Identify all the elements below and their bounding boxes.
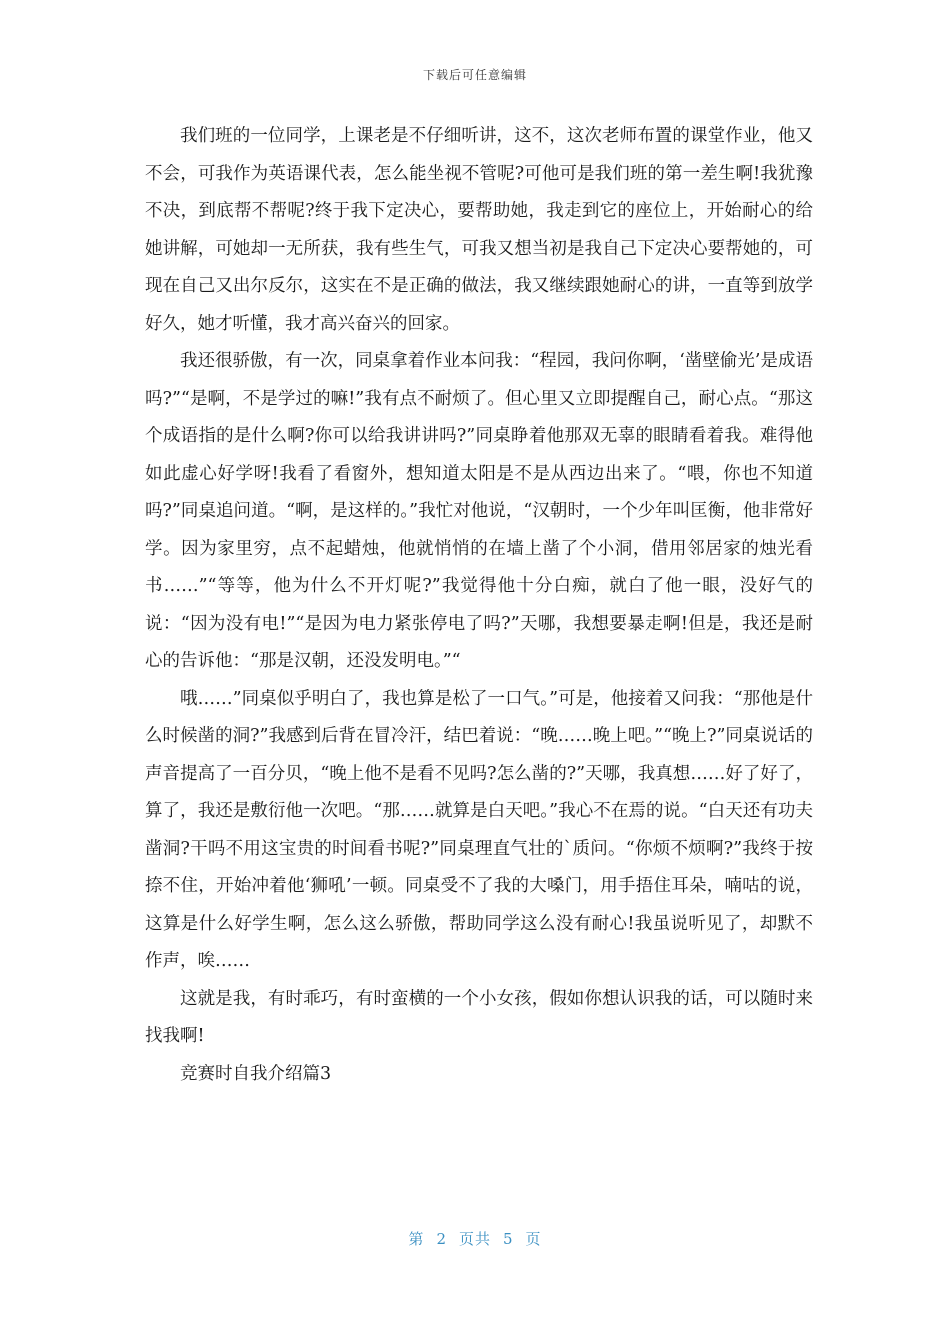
footer-prefix: 第 [408, 1230, 425, 1248]
paragraph-4: 这就是我，有时乖巧，有时蛮横的一个小女孩，假如你想认识我的话，可以随时来找我啊! [145, 988, 813, 1046]
section-heading: 竞赛时自我介绍篇3 [180, 1063, 332, 1084]
footer-page-number: 2 [436, 1230, 447, 1248]
paragraph-1: 我们班的一位同学，上课老是不仔细听讲，这不，这次老师布置的课堂作业，他又不会，可我作为英语课代表，怎么能坐视不管呢?可他可是我们班的第一差生啊!我犹豫不决，到底帮不帮呢?终于我下定决心，要帮助她，我走到它的座位上，开始耐心的给她讲解，可她却一无所获，我有些生气，可我又想当初是我自己下定决心要帮她的，可现在自己又出尔反尔，这实在不是正确的做法，我又继续跟她耐心的讲，一直等到放学好久，她才听懂，我才高兴奋兴的回家。 [145, 126, 813, 334]
paragraph-2: 我还很骄傲，有一次，同桌拿着作业本问我：“程园，我问你啊，‘凿壁偷光’是成语吗?”“是啊，不是学过的嘛!”我有点不耐烦了。但心里又立即提醒自己，耐心点。“那这个成语指的是什么啊?你可以给我讲讲吗?”同桌睁着他那双无辜的眼睛看着我。难得他如此虚心好学呀!我看了看窗外，想知道太阳是不是从西边出来了。“喂，你也不知道吗?”同桌追问道。“啊，是这样的。”我忙对他说，“汉朝时，一个少年叫匡衡，他非常好学。因为家里穷，点不起蜡烛，他就悄悄的在墙上凿了个小洞，借用邻居家的烛光看书……”“等等，他为什么不开灯呢?”我觉得他十分白痴，就白了他一眼，没好气的说：“因为没有电!”“是因为电力紧张停电了吗?”天哪，我想要暴走啊!但是，我还是耐心的告诉他：“那是汉朝，还没发明电。”“ [145, 351, 813, 671]
page-header-note: 下载后可任意编辑 [422, 68, 527, 82]
footer-total-pages: 5 [503, 1230, 514, 1248]
footer-middle: 页共 [458, 1230, 491, 1248]
paragraph-3: 哦……”同桌似乎明白了，我也算是松了一口气。”可是，他接着又问我：“那他是什么时候凿的洞?”我感到后背在冒冷汗，结巴着说：“晚……晚上吧。”“晚上?”同桌说话的声音提高了一百分贝，“晚上他不是看不见吗?怎么凿的?”天哪，我真想……好了好了，算了，我还是敷衍他一次吧。“那……就算是白天吧。”我心不在焉的说。“白天还有功夫凿洞?干吗不用这宝贵的时间看书呢?”同桌理直气壮的`质问。“你烦不烦啊?”我终于按捺不住，开始冲着他‘狮吼’一顿。同桌受不了我的大嗓门，用手捂住耳朵，喃咕的说，这算是什么好学生啊，怎么这么骄傲，帮助同学这么没有耐心!我虽说听见了，却默不作声，唉…… [145, 688, 813, 971]
page-footer [0, 1228, 950, 1249]
footer-suffix: 页 [525, 1230, 542, 1248]
document-body [145, 118, 813, 1093]
